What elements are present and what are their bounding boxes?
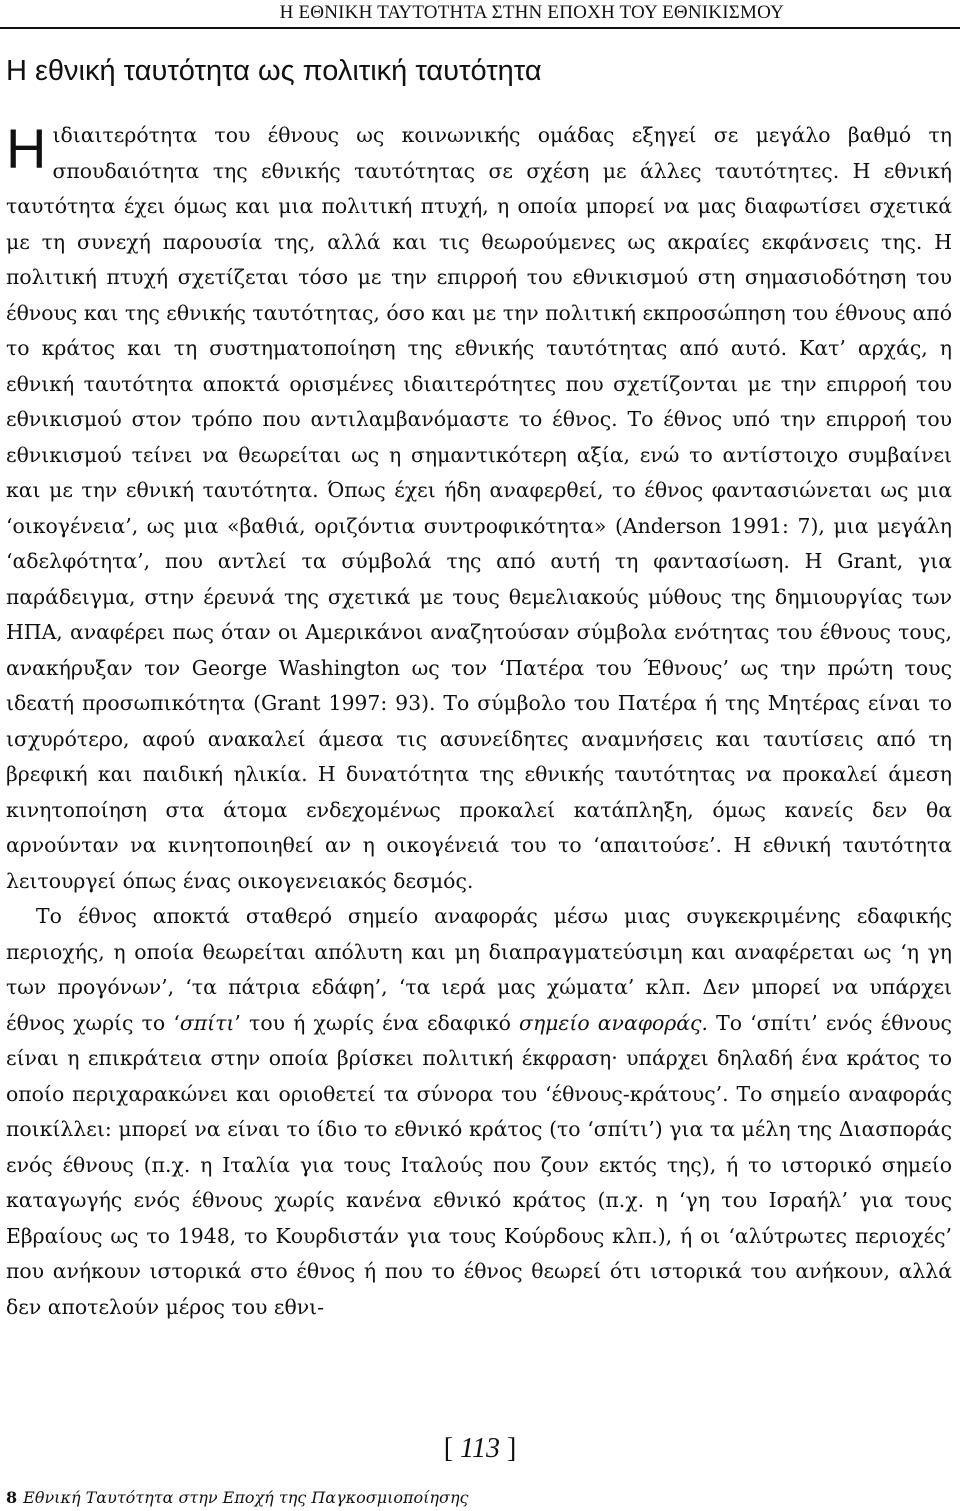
paragraph-1-text: ιδιαιτερότητα του έθνους ως κοινωνικής ομάδας εξηγεί σε μεγάλο βαθμό τη σπουδαιότητα της εθνικής ταυτότητας σε σχέση με άλλες ταυτότητες. Η εθνική ταυτότητα έχει όμως και μια πολιτική πτυχή, η οποία μπορεί να μας διαφωτίσει σχετικά με τη συνεχή παρουσία της, αλλά και τις θεωρούμενες ως ακραίες εκφάνσεις της. Η πολιτική πτυχή σχετίζεται τόσο με την επιρροή του εθνικισμού στη σημασιοδότηση του έθνους και της εθνικής ταυτότητας, όσο και με την πολιτική εκπροσώπηση του έθνους από το κράτος και τη συστηματοποίηση της εθνικής ταυτότητας από αυτό. Κατ’ αρχάς, η εθνική ταυτότητα αποκτά ορισμένες ιδιαιτερότητες που σχετίζονται με την επιρροή του εθνικισμού στον τρόπο που αντιλαμβανόμαστε το έθνος. Το έθνος υπό την επιρροή του εθνικισμού τείνει να θεωρείται ως η σημαντικότερη αξία, ενώ το αντίστοιχο συμβαίνει και με την εθνική ταυτότητα. Όπως έχει ήδη αναφερθεί, το έθνος φαντασιώνεται ως μια ‘οικογένεια’, ως μια «βαθιά, οριζόντια συντροφικότητα» (Anderson 1991: 7), μια μεγάλη ‘αδελφότητα’, που αντλεί τα σύμβολά της από αυτή τη φαντασίωση. Η Grant, για παράδειγμα, στην έρευνά της σχετικά με τους θεμελιακούς μύθους της δημιουργίας των ΗΠΑ, αναφέρει πως όταν οι Αμερικάνοι αναζητούσαν σύμβολα ενότητας του έθνους τους, ανακήρυξαν τον George Washington ως τον ‘Πατέρα του Έθνους’ ως την πρώτη τους ιδεατή προσωπικότητα (Grant 1997: 93). Το σύμβολο του Πατέρα ή της Μητέρας είναι το ισχυρότερο, αφού ανακαλεί άμεσα τις ασυνείδητες αναμνήσεις και ταυτίσεις από τη βρεφική και παιδική ηλικία. Η δυνατότητα της εθνικής ταυτότητας να προκαλεί άμεση κινητοποίηση στα άτομα ενδεχομένως προκαλεί κατάπληξη, όμως κανείς δεν θα αρνούνταν να κινητοποιηθεί αν η οικογένειά του το ‘απαιτούσε’. Η εθνική ταυτότητα λειτουργεί όπως ένας οικογενειακός δεσμός. (6, 123, 952, 893)
paragraph-2-part-1: Το έθνος αποκτά σταθερό σημείο αναφοράς μέσω μιας συγκεκριμένης εδαφικής περιοχής, η οποία θεωρείται απόλυτη και μη διαπραγματεύσιμη και αναφέρεται ως ‘η γη των προγόνων’, ‘τα πάτρια εδάφη’, ‘τα ιερά μας χώματα’ κλπ. Δεν μπορεί να υπάρχει έθνος χωρίς το ‘ (6, 904, 952, 1035)
paragraph-1 (6, 118, 952, 899)
page-number-open-bracket: [ (443, 1433, 461, 1464)
footer (6, 1488, 468, 1507)
paragraph-2 (6, 899, 952, 1325)
header-rule (0, 27, 960, 29)
paragraph-2-part-2: ’ του ή χωρίς ένα εδαφικό (234, 1010, 520, 1035)
page-number-close-bracket: ] (499, 1433, 517, 1464)
footer-title: Εθνική Ταυτότητα στην Εποχή της Παγκοσμιοποίησης (23, 1488, 469, 1507)
footer-number: 8 (6, 1488, 18, 1507)
paragraph-2-part-3: Το ‘σπίτι’ ενός έθνους είναι η επικράτεια στην οποία βρίσκει πολιτική έκφραση· υπάρχει δηλαδή ένα κράτος το οποίο περιχαρακώνει και οριοθετεί τα σύνορα του ‘έθνους-κράτους’. Το σημείο αναφοράς ποικίλλει: μπορεί να είναι το ίδιο το εθνικό κράτος (το ‘σπίτι’) για τα μέλη της Διασποράς ενός έθνους (π.χ. η Ιταλία για τους Ιταλούς που ζουν εκτός της), ή το ιστορικό σημείο καταγωγής ενός έθνους χωρίς κανένα εθνικό κράτος (π.χ. η ‘γη του Ισραήλ’ για τους Εβραίους ως το 1948, το Κουρδιστάν για τους Κούρδους κλπ.), ή οι ‘αλύτρωτες περιοχές’ που ανήκουν ιστορικά στο έθνος ή που το έθνος θεωρεί ότι ιστορικά του ανήκουν, αλλά δεν αποτελούν μέρος του εθνι- (6, 1010, 952, 1319)
emphasis-spiti: σπίτι (179, 1010, 235, 1035)
page-number-value: 113 (460, 1433, 500, 1464)
drop-cap: Η (6, 117, 47, 180)
page-number (0, 1433, 960, 1465)
body-text (6, 118, 952, 1325)
section-title: Η εθνική ταυτότητα ως πολιτική ταυτότητα (6, 55, 542, 87)
running-header: Η ΕΘΝΙΚΗ ΤΑΥΤΟΤΗΤΑ ΣΤΗΝ ΕΠΟΧΗ ΤΟΥ ΕΘΝΙΚΙΣΜΟΥ (279, 2, 784, 23)
emphasis-simeio-anaforas: σημείο αναφοράς. (519, 1010, 708, 1035)
